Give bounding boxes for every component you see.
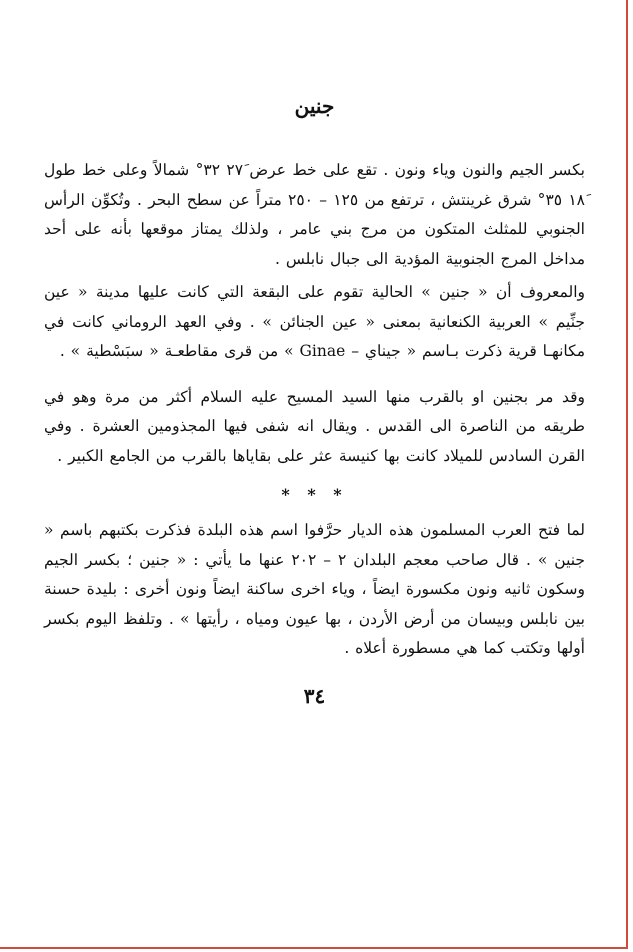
paragraph-history: والمعروف أن « جنين » الحالية تقوم على البقعة التي كانت عليها مدينة « عين جنِّيم » العربية الكنعانية بمعنى « عين الجنائن » . وفي العهد الروماني كانت في مكانهـا قرية ذكرت بـاسم « جيناي – Ginae » من قرى مقاطعـة « سبَسْطية » . (44, 283, 585, 360)
book-page (44, 94, 585, 952)
section-separator: * * * (281, 485, 348, 504)
page-number: ٣٤ (303, 683, 326, 708)
paragraph-christ-visit: وقد مر بجنين او بالقرب منها السيد المسيح عليه السلام أكثر من مرة وهو في طريقه من الناصرة الى القدس . ويقال انه شفى فيها المجذومين العشرة . وفي القرن السادس للميلاد كانت بها كنيسة عثر على بقاياها بالقرب من الجامع الكبير . (44, 387, 585, 465)
paragraph-arab-conquest: لما فتح العرب المسلمون هذه الديار حرَّفوا اسم هذه البلدة فذكرت بكتبهم باسم « جنين » . قال صاحب معجم البلدان ٢ – ٢٠٢ عنها ما يأتي : « جنين ؛ بكسر الجيم وسكون ثانيه ونون مكسورة ايضاً ، وياء اخرى ساكنة ايضاً ونون أخرى : بليدة حسنة بين نابلس وبيسان من أرض الأردن ، بها عيون ومياه ، رأيتها » . وتلفظ اليوم بكسر أولها وتكتب كما هي مسطورة أعلاه . (44, 521, 586, 657)
page-title: جنين (294, 94, 335, 118)
paragraph-location: بكسر الجيم والنون وياء ونون . تقع على خط عرض ٢٧َ ٣٢° شمالاً وعلى خط طول ١٨َ ٣٥° شرق غرينتش ، ترتفع من ١٢٥ – ٢٥٠ متراً عن سطح البحر . وتُكوِّن الرأس الجنوبي للمثلث المتكون من مرج بني عامر ، ولذلك يمتاز موقعها بأنه على أحد مداخل المرج الجنوبية المؤدية الى جبال نابلس . (44, 161, 585, 268)
